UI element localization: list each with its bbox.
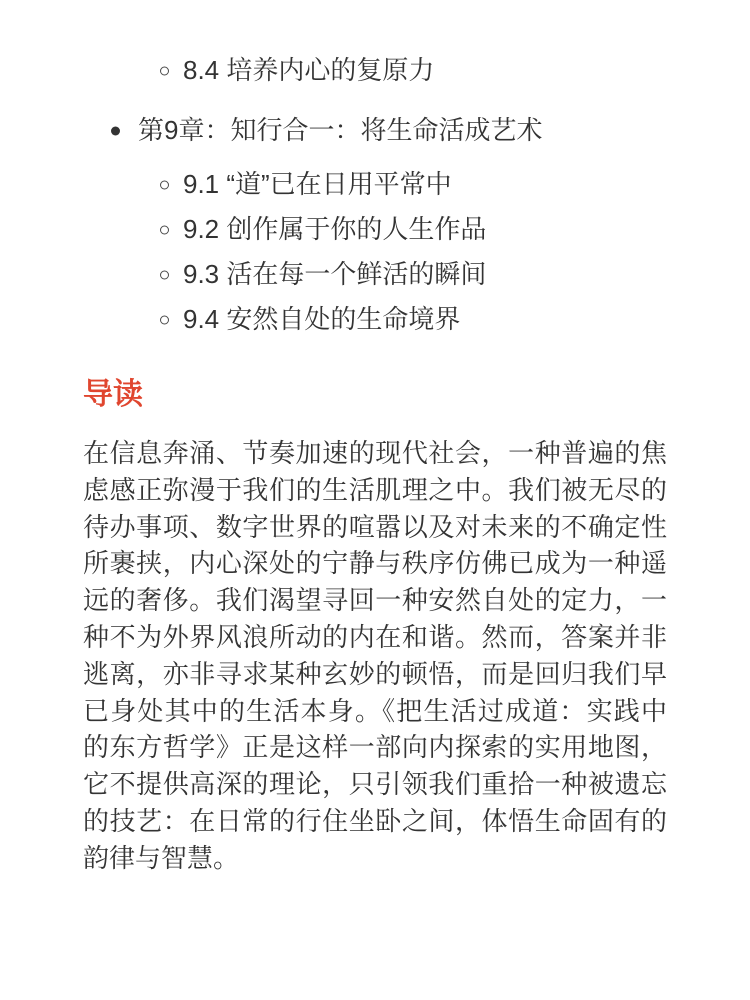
circle-bullet-icon	[160, 225, 169, 234]
circle-bullet-icon	[160, 180, 169, 189]
toc-subitem-8-4	[83, 52, 667, 89]
section-heading: 导读	[83, 378, 143, 411]
toc-subitem-9-3	[83, 256, 667, 293]
toc-item-label: 9.3 活在每一个鲜活的瞬间	[183, 259, 487, 289]
toc-item-label: 9.4 安然自处的生命境界	[183, 304, 461, 334]
toc-item-label: 9.2 创作属于你的人生作品	[183, 214, 487, 244]
toc-chapter-label: 第9章：知行合一：将生命活成艺术	[138, 115, 543, 145]
circle-bullet-icon	[160, 315, 169, 324]
toc-chapter-9	[83, 112, 667, 149]
toc-subitem-9-2	[83, 211, 667, 248]
circle-bullet-icon	[160, 66, 169, 75]
toc-subitem-9-4	[83, 301, 667, 338]
toc-item-label: 9.1 “道”已在日用平常中	[183, 169, 452, 199]
intro-paragraph: 在信息奔涌、节奏加速的现代社会，一种普遍的焦虑感正弥漫于我们的生活肌理之中。我们被无尽的待办事项、数字世界的喧嚣以及对未来的不确定性所裹挟，内心深处的宁静与秩序仿佛已成为一种遥远的奢侈。我们渴望寻回一种安然自处的定力，一种不为外界风浪所动的内在和谐。然而，答案并非逃离，亦非寻求某种玄妙的顿悟，而是回归我们早已身处其中的生活本身。《把生活过成道：实践中的东方哲学》正是这样一部向内探索的实用地图，它不提供高深的理论，只引领我们重拾一种被遗忘的技艺：在日常的行住坐卧之间，体悟生命固有的韵律与智慧。	[83, 438, 667, 873]
toc-item-label: 8.4 培养内心的复原力	[183, 55, 435, 85]
table-of-contents	[83, 52, 667, 338]
toc-subitem-9-1	[83, 166, 667, 203]
circle-bullet-icon	[160, 270, 169, 279]
disc-bullet-icon	[111, 126, 120, 135]
